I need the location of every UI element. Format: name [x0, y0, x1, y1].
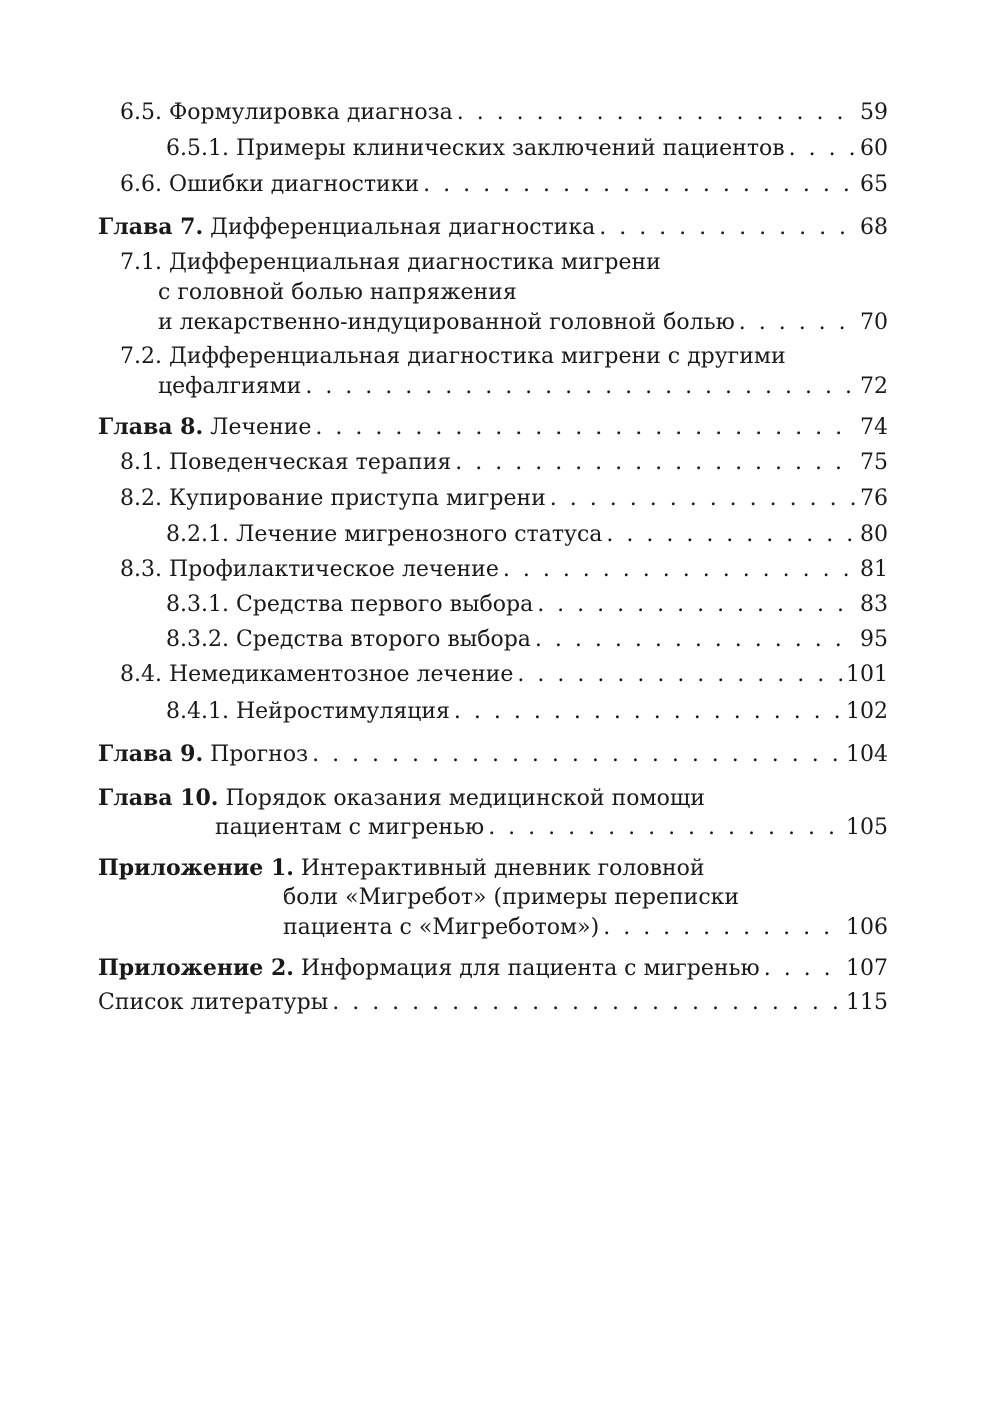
toc-page-number: 105 — [846, 815, 888, 840]
toc-page-number: 102 — [846, 699, 888, 724]
toc-entry-title: 8.2. Купирование приступа мигрени — [120, 486, 546, 511]
toc-page-number: 80 — [860, 522, 888, 547]
toc-entry — [98, 170, 888, 200]
toc-entry-label: Приложение 2. — [98, 955, 294, 981]
toc-entry-title: Прогноз — [210, 742, 309, 767]
dot-leader — [454, 697, 842, 727]
toc-entry-title: 8.3.1. Средства первого выбора — [166, 592, 534, 617]
toc-entry — [98, 448, 888, 478]
dot-leader — [739, 308, 856, 338]
dot-leader — [537, 590, 856, 620]
dot-leader — [455, 448, 856, 478]
toc-page-number: 106 — [846, 915, 888, 940]
toc-entry — [98, 625, 888, 655]
toc-page-number: 70 — [860, 310, 888, 335]
toc-page-number: 65 — [860, 172, 888, 197]
toc-entry-label: Глава 8. — [98, 414, 204, 440]
toc-page-number: 60 — [860, 136, 888, 161]
toc-entry-label: Приложение 1. — [98, 855, 294, 881]
toc-page-number: 76 — [860, 486, 888, 511]
toc-page-number: 72 — [860, 374, 888, 399]
toc-entry-title: пациента с «Мигреботом») — [283, 915, 600, 940]
dot-leader — [305, 372, 856, 402]
toc-entry-title: 8.4.1. Нейростимуляция — [166, 699, 450, 724]
toc-page-number: 83 — [860, 592, 888, 617]
toc-entry-title: Список литературы — [98, 990, 329, 1015]
toc-entry — [98, 853, 888, 943]
dot-leader — [503, 555, 856, 585]
toc-page-number: 68 — [860, 215, 888, 240]
dot-leader — [789, 134, 856, 164]
toc-entry — [98, 134, 888, 164]
toc-entry-title: 8.1. Поведенческая терапия — [120, 450, 452, 475]
toc-entry — [98, 520, 888, 550]
toc-page-number: 75 — [860, 450, 888, 475]
toc-entry — [98, 988, 888, 1018]
toc-entry — [98, 212, 888, 242]
dot-leader — [315, 413, 856, 443]
dot-leader — [606, 520, 856, 550]
toc-entry-title: Интерактивный дневник головной — [300, 856, 705, 881]
toc-entry-title: 6.5.1. Примеры клинических заключений пациентов — [166, 136, 785, 161]
toc-entry — [98, 660, 888, 690]
toc-entry — [98, 412, 888, 442]
toc-page-number: 101 — [846, 662, 888, 687]
dot-leader — [599, 213, 856, 243]
dot-leader — [312, 740, 842, 770]
toc-entry-title: боли «Мигребот» (примеры переписки — [283, 885, 740, 910]
toc-entry — [98, 953, 888, 983]
dot-leader — [603, 913, 842, 943]
toc-page-number: 115 — [846, 990, 888, 1015]
toc-entry-title: Информация для пациента с мигренью — [300, 956, 760, 981]
toc-entry-title: 7.1. Дифференциальная диагностика мигрени — [120, 250, 661, 275]
toc-entry — [98, 590, 888, 620]
dot-leader — [423, 170, 856, 200]
toc-entry — [98, 484, 888, 514]
dot-leader — [764, 954, 842, 984]
dot-leader — [488, 813, 842, 843]
toc-entry-title: и лекарственно-индуцированной головной болью — [158, 310, 735, 335]
toc-page-number: 95 — [860, 627, 888, 652]
toc-page-number: 59 — [860, 100, 888, 125]
toc-entry-title: пациентам с мигренью — [215, 815, 485, 840]
toc-entry — [98, 248, 888, 338]
toc-page-number: 104 — [846, 742, 888, 767]
toc-entry — [98, 697, 888, 727]
toc-entry — [98, 342, 888, 402]
toc-entry — [98, 739, 888, 769]
dot-leader — [332, 988, 842, 1018]
toc-entry-title: 6.6. Ошибки диагностики — [120, 172, 420, 197]
dot-leader — [535, 625, 856, 655]
toc-page-number: 81 — [860, 557, 888, 582]
toc-entry-label: Глава 9. — [98, 741, 204, 767]
toc-entry-label: Глава 7. — [98, 214, 204, 240]
toc-entry-title: 8.3.2. Средства второго выбора — [166, 627, 531, 652]
toc-entry-title: 8.3. Профилактическое лечение — [120, 557, 499, 582]
toc-entry — [98, 783, 888, 843]
toc-entry-title: Лечение — [210, 415, 312, 440]
toc-entry — [98, 98, 888, 128]
dot-leader — [517, 660, 842, 690]
toc-entry-title: 8.2.1. Лечение мигренозного статуса — [166, 522, 603, 547]
dot-leader — [550, 484, 856, 514]
toc-entry — [98, 555, 888, 585]
toc-entry-title: Порядок оказания медицинской помощи — [225, 786, 705, 811]
toc-page-number: 74 — [860, 415, 888, 440]
toc-entry-label: Глава 10. — [98, 785, 219, 811]
toc-entry-title: 6.5. Формулировка диагноза — [120, 100, 453, 125]
toc-entry-title: цефалгиями — [158, 374, 302, 399]
toc-entry-title: с головной болью напряжения — [158, 280, 517, 305]
toc-page-number: 107 — [846, 956, 888, 981]
toc-entry-title: 7.2. Дифференциальная диагностика мигрени с другими — [120, 344, 786, 369]
dot-leader — [457, 98, 856, 128]
toc-entry-title: 8.4. Немедикаментозное лечение — [120, 662, 514, 687]
toc-entry-title: Дифференциальная диагностика — [210, 215, 596, 240]
